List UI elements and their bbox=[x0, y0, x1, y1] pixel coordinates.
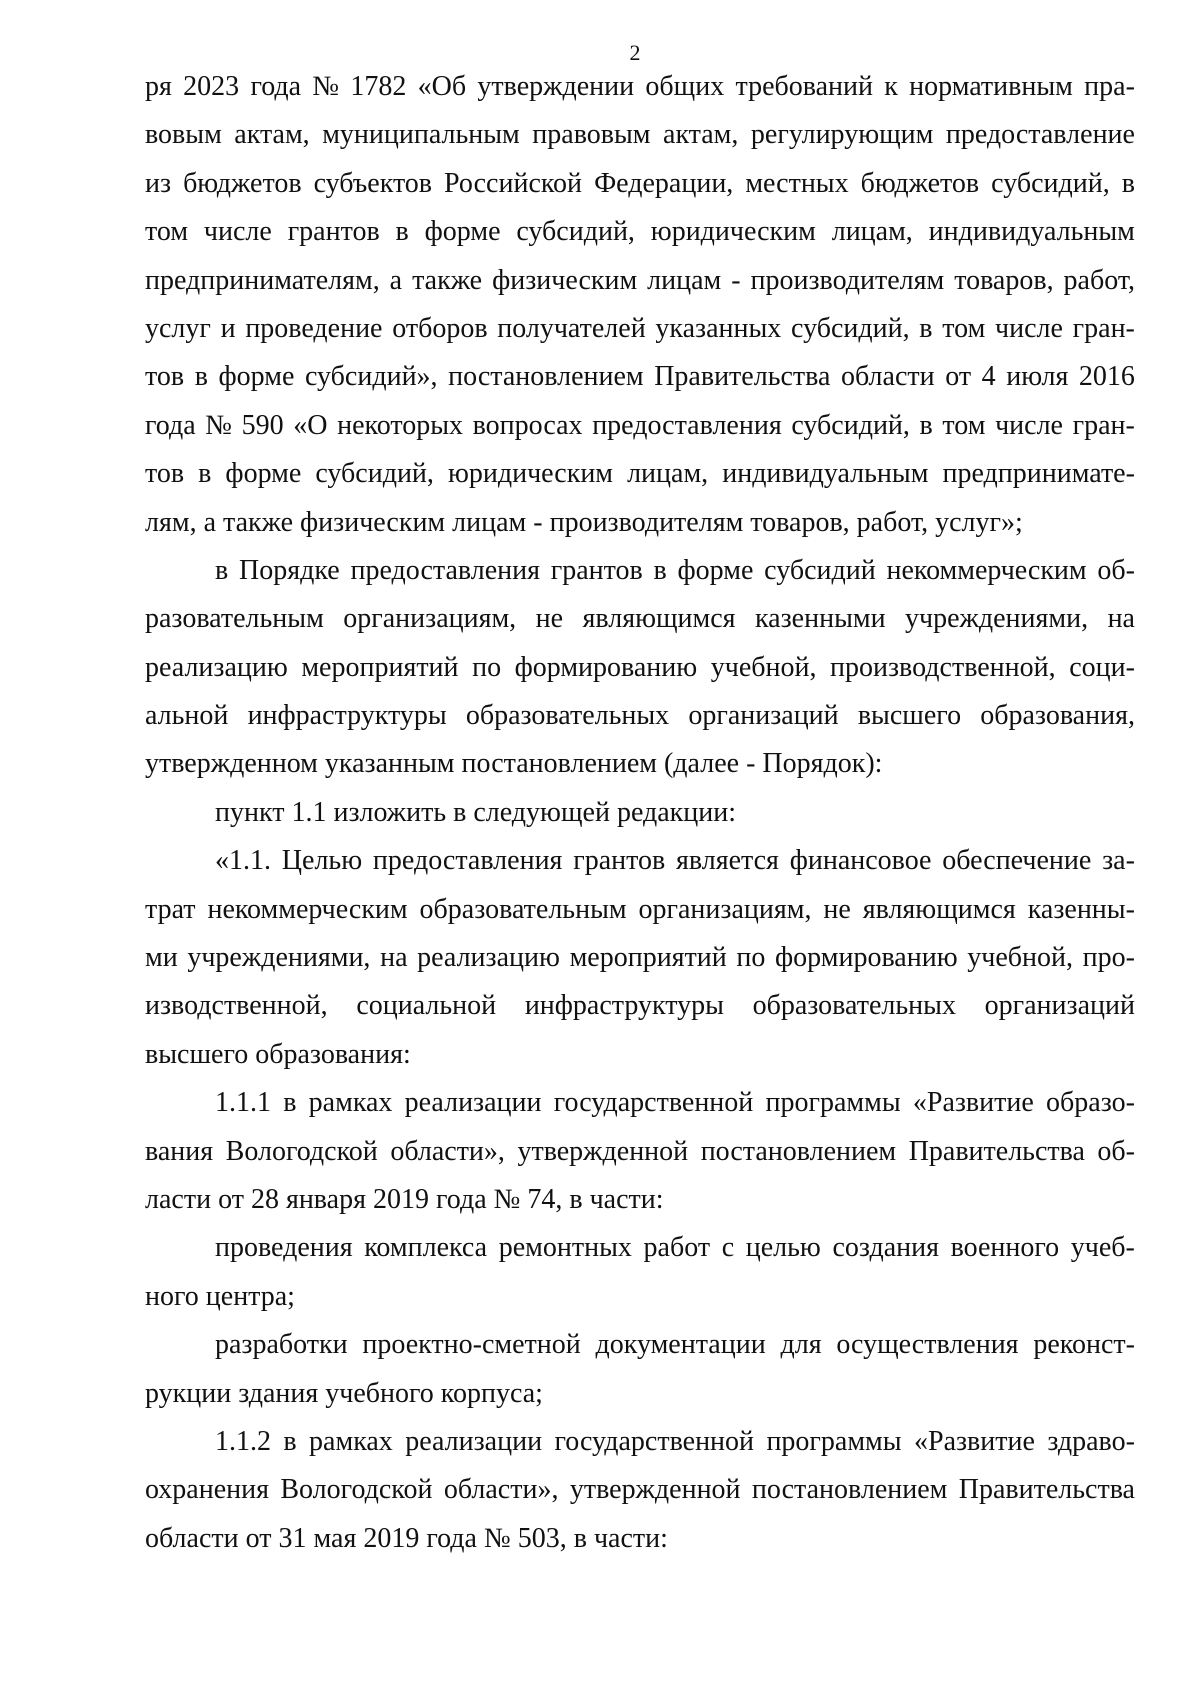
text-line: утвержденном указанным постановлением (далее - Порядок): bbox=[145, 748, 883, 780]
text-line: проведения комплекса ремонтных работ с целью создания военного учеб- bbox=[215, 1232, 1135, 1264]
text-line: том числе грантов в форме субсидий, юридическим лицам, индивидуальным bbox=[145, 216, 1135, 248]
document-body bbox=[145, 63, 1135, 1563]
text-line: вания Вологодской области», утвержденной постановлением Правительства об- bbox=[145, 1135, 1135, 1167]
text-line: ря 2023 года № 1782 «Об утверждении общих требований к нормативным пра- bbox=[145, 71, 1135, 102]
text-line: высшего образования: bbox=[145, 1038, 411, 1070]
text-line: 1.1.2 в рамках реализации государственной программы «Развитие здраво- bbox=[215, 1425, 1135, 1457]
text-line: ми учреждениями, на реализацию мероприятий по формированию учебной, про- bbox=[145, 942, 1135, 974]
text-line: ного центра; bbox=[145, 1280, 295, 1312]
text-line: альной инфраструктуры образовательных организаций высшего образования, bbox=[145, 700, 1135, 732]
text-line: лям, а также физическим лицам - производителям товаров, работ, услуг»; bbox=[145, 506, 1023, 538]
text-line: охранения Вологодской области», утвержденной постановлением Правительства bbox=[145, 1474, 1135, 1506]
text-line: реализацию мероприятий по формированию учебной, производственной, соци- bbox=[145, 651, 1135, 683]
text-line: в Порядке предоставления грантов в форме субсидий некоммерческим об- bbox=[215, 554, 1135, 586]
text-line: разработки проектно-сметной документации для осуществления реконст- bbox=[215, 1329, 1135, 1361]
text-line: разовательным организациям, не являющимся казенными учреждениями, на bbox=[145, 603, 1135, 635]
text-line: ласти от 28 января 2019 года № 74, в части: bbox=[145, 1183, 664, 1215]
text-line: вовым актам, муниципальным правовым актам, регулирующим предоставление bbox=[145, 119, 1135, 151]
text-line: пункт 1.1 изложить в следующей редакции: bbox=[215, 796, 737, 828]
text-line: «1.1. Целью предоставления грантов является финансовое обеспечение за- bbox=[215, 845, 1135, 877]
page-number: 2 bbox=[629, 40, 641, 65]
text-line: области от 31 мая 2019 года № 503, в части: bbox=[145, 1522, 668, 1554]
text-line: тов в форме субсидий, юридическим лицам, индивидуальным предпринимате- bbox=[145, 458, 1135, 490]
text-line: услуг и проведение отборов получателей указанных субсидий, в том числе гран- bbox=[145, 312, 1135, 344]
text-line: предпринимателям, а также физическим лицам - производителям товаров, работ, bbox=[145, 264, 1135, 296]
text-line: 1.1.1 в рамках реализации государственной программы «Развитие образо- bbox=[215, 1087, 1135, 1119]
text-line: тов в форме субсидий», постановлением Правительства области от 4 июля 2016 bbox=[145, 361, 1135, 393]
text-line: изводственной, социальной инфраструктуры образовательных организаций bbox=[145, 990, 1135, 1022]
text-line: года № 590 «О некоторых вопросах предоставления субсидий, в том числе гран- bbox=[145, 409, 1135, 441]
text-line: из бюджетов субъектов Российской Федерации, местных бюджетов субсидий, в bbox=[145, 167, 1135, 199]
text-line: трат некоммерческим образовательным организациям, не являющимся казенны- bbox=[145, 893, 1135, 925]
text-line: рукции здания учебного корпуса; bbox=[145, 1377, 543, 1409]
